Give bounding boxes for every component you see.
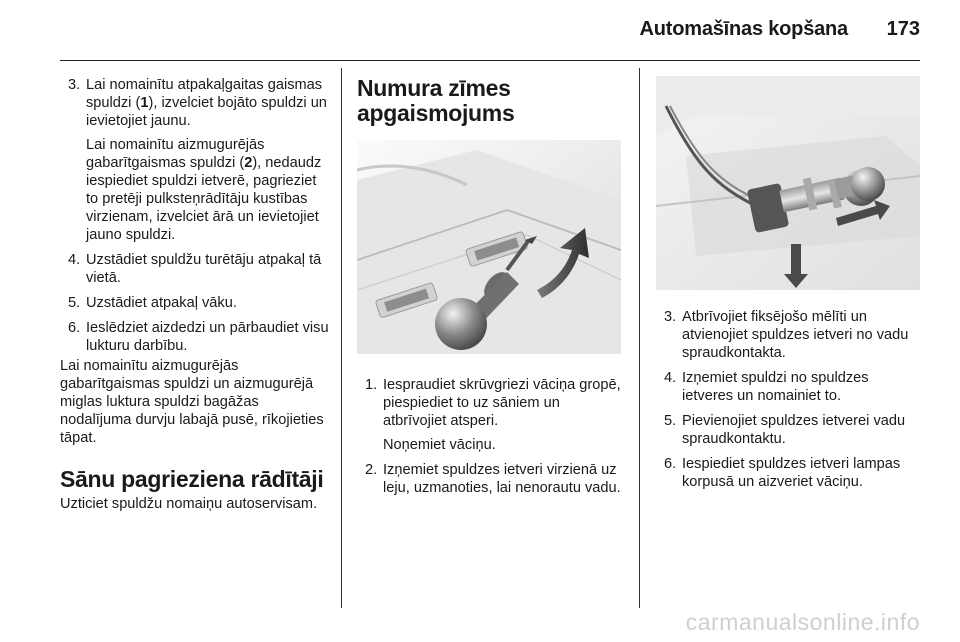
step-text: Izņemiet spuldzi no spuldzes ietveres un nomainiet to.	[682, 370, 869, 404]
screwdriver-cover-drawing	[357, 140, 621, 354]
section-heading-plate-light: Numura zīmes apgaismojums	[357, 75, 515, 126]
steps-list-1	[60, 76, 332, 355]
body-paragraph: Lai nomainītu aizmugurējās gabarītgaismas spuldzi un aizmugurējā miglas luktura spuldzi bagāžas nodalījuma durvju labajā pusē, rīkojieties tāpat.	[60, 358, 324, 446]
step-text: Ieslēdziet aizdedzi un pārbaudiet visu lukturu darbību.	[86, 320, 329, 354]
header-title: Automašīnas kopšana	[639, 18, 848, 40]
step-item	[60, 251, 332, 287]
step-item	[60, 76, 332, 244]
step-text: Atbrīvojiet fiksējošo mēlīti un atvienojiet spuldzes ietveri no vadu spraudkontakta.	[682, 309, 909, 361]
page-header	[60, 16, 920, 48]
section-heading-turn-signals: Sānu pagrieziena rādītāji	[60, 466, 324, 492]
callout-number: 2	[244, 155, 253, 171]
step-number: 5.	[664, 413, 677, 429]
step-text: Iespiediet spuldzes ietveri lampas korpusā un aizveriet vāciņu.	[682, 456, 901, 490]
bulb-holder-illustration	[656, 76, 920, 290]
step-number: 4.	[68, 252, 81, 268]
column-1	[60, 76, 332, 513]
step-text-part: Lai nomainītu aizmugurējās gabarītgaismas spuldzi (	[86, 137, 265, 171]
step-item	[656, 369, 920, 405]
steps-list-2	[357, 376, 625, 497]
step-item	[656, 412, 920, 448]
step-item	[656, 455, 920, 491]
step-number: 4.	[664, 370, 677, 386]
bulb-holder-drawing	[656, 76, 920, 290]
step-text: Uzstādiet spuldžu turētāju atpakaļ tā vietā.	[86, 252, 322, 286]
step-item	[60, 294, 332, 312]
steps-list-3	[656, 308, 920, 491]
watermark: carmanualsonline.info	[685, 609, 920, 635]
step-item	[656, 308, 920, 362]
step-subtext	[86, 136, 332, 244]
step-number: 1.	[365, 377, 378, 393]
step-item	[357, 376, 625, 454]
step-number: 6.	[664, 456, 677, 472]
step-text-part: ), izvelciet bojāto spuldzi un ievietojiet jaunu.	[86, 95, 327, 129]
step-text: Pievienojiet spuldzes ietverei vadu spraudkontaktu.	[682, 413, 906, 447]
step-number: 6.	[68, 320, 81, 336]
column-2	[357, 76, 625, 504]
step-text: Izņemiet spuldzes ietveri virzienā uz leju, uzmanoties, lai nenorautu vadu.	[383, 462, 621, 496]
column-divider-2	[639, 68, 640, 608]
step-text: Uzstādiet atpakaļ vāku.	[86, 295, 237, 311]
header-rule	[60, 60, 920, 61]
step-subtext: Noņemiet vāciņu.	[383, 437, 496, 453]
callout-number: 1	[140, 95, 149, 111]
section-text: Uzticiet spuldžu nomaiņu autoservisam.	[60, 496, 318, 512]
step-text-part: Lai nomainītu atpakaļgaitas gaismas spuldzi (	[86, 77, 323, 111]
step-item	[60, 319, 332, 355]
column-3	[656, 76, 920, 498]
step-item	[357, 461, 625, 497]
page-number: 173	[886, 18, 920, 40]
screwdriver-cover-illustration	[357, 140, 621, 354]
step-text	[86, 76, 332, 130]
step-text-part: ), nedaudz iespiediet spuldzi ietverē, pagrieziet to pretēji pulksteņrādītāju kustības virzienam, izvelciet ārā un ievietojiet jauno spuldzi.	[86, 155, 322, 243]
step-text: Iespraudiet skrūvgriezi vāciņa gropē, piespiediet to uz sāniem un atbrīvojiet atsperi.	[383, 377, 621, 429]
step-number: 3.	[664, 309, 677, 325]
step-number: 3.	[68, 77, 81, 93]
step-number: 2.	[365, 462, 378, 478]
step-number: 5.	[68, 295, 81, 311]
column-divider-1	[341, 68, 342, 608]
